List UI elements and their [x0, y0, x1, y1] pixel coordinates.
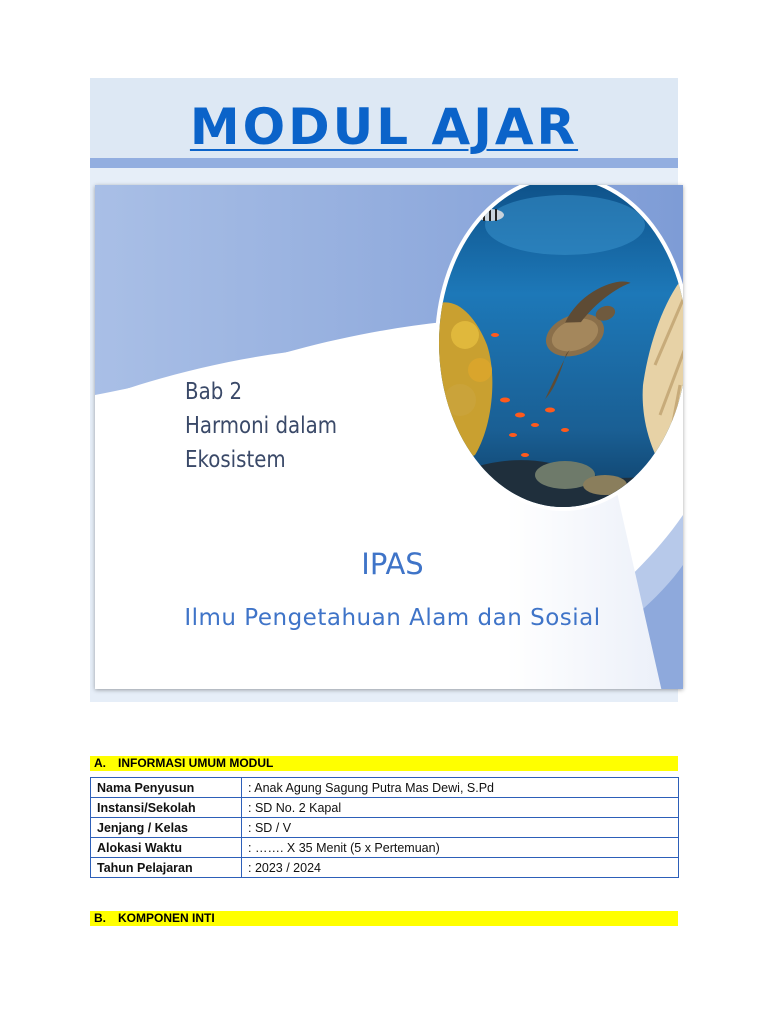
chapter-line-2: Harmoni dalam: [185, 413, 338, 439]
row-key: Alokasi Waktu: [91, 838, 242, 858]
table-row: [91, 778, 679, 798]
section-b-letter: B.: [94, 911, 106, 925]
section-b-heading: [90, 911, 678, 926]
row-key: Nama Penyusun: [91, 778, 242, 798]
table-row: [91, 858, 679, 878]
cover-image: [95, 185, 683, 689]
info-table: [90, 777, 679, 878]
row-value: : SD / V: [242, 818, 679, 838]
title-divider: [90, 158, 678, 168]
row-key: Instansi/Sekolah: [91, 798, 242, 818]
table-row: [91, 838, 679, 858]
row-value: : Anak Agung Sagung Putra Mas Dewi, S.Pd: [242, 778, 679, 798]
section-a-letter: A.: [94, 756, 106, 770]
subject-fullname: Ilmu Pengetahuan Alam dan Sosial: [184, 605, 601, 631]
subject-title: IPAS: [361, 547, 424, 581]
table-row: [91, 818, 679, 838]
section-b-title: KOMPONEN INTI: [118, 911, 215, 925]
page-title: MODUL AJAR: [189, 98, 579, 156]
chapter-title: [185, 375, 337, 477]
row-value: : 2023 / 2024: [242, 858, 679, 878]
chapter-line-3: Ekosistem: [185, 447, 286, 473]
table-row: [91, 798, 679, 818]
section-a-title: INFORMASI UMUM MODUL: [118, 756, 274, 770]
chapter-line-1: Bab 2: [185, 379, 243, 405]
row-key: Tahun Pelajaran: [91, 858, 242, 878]
row-key: Jenjang / Kelas: [91, 818, 242, 838]
row-value: : SD No. 2 Kapal: [242, 798, 679, 818]
row-value: : ……. X 35 Menit (5 x Pertemuan): [242, 838, 679, 858]
section-a-heading: [90, 756, 678, 771]
